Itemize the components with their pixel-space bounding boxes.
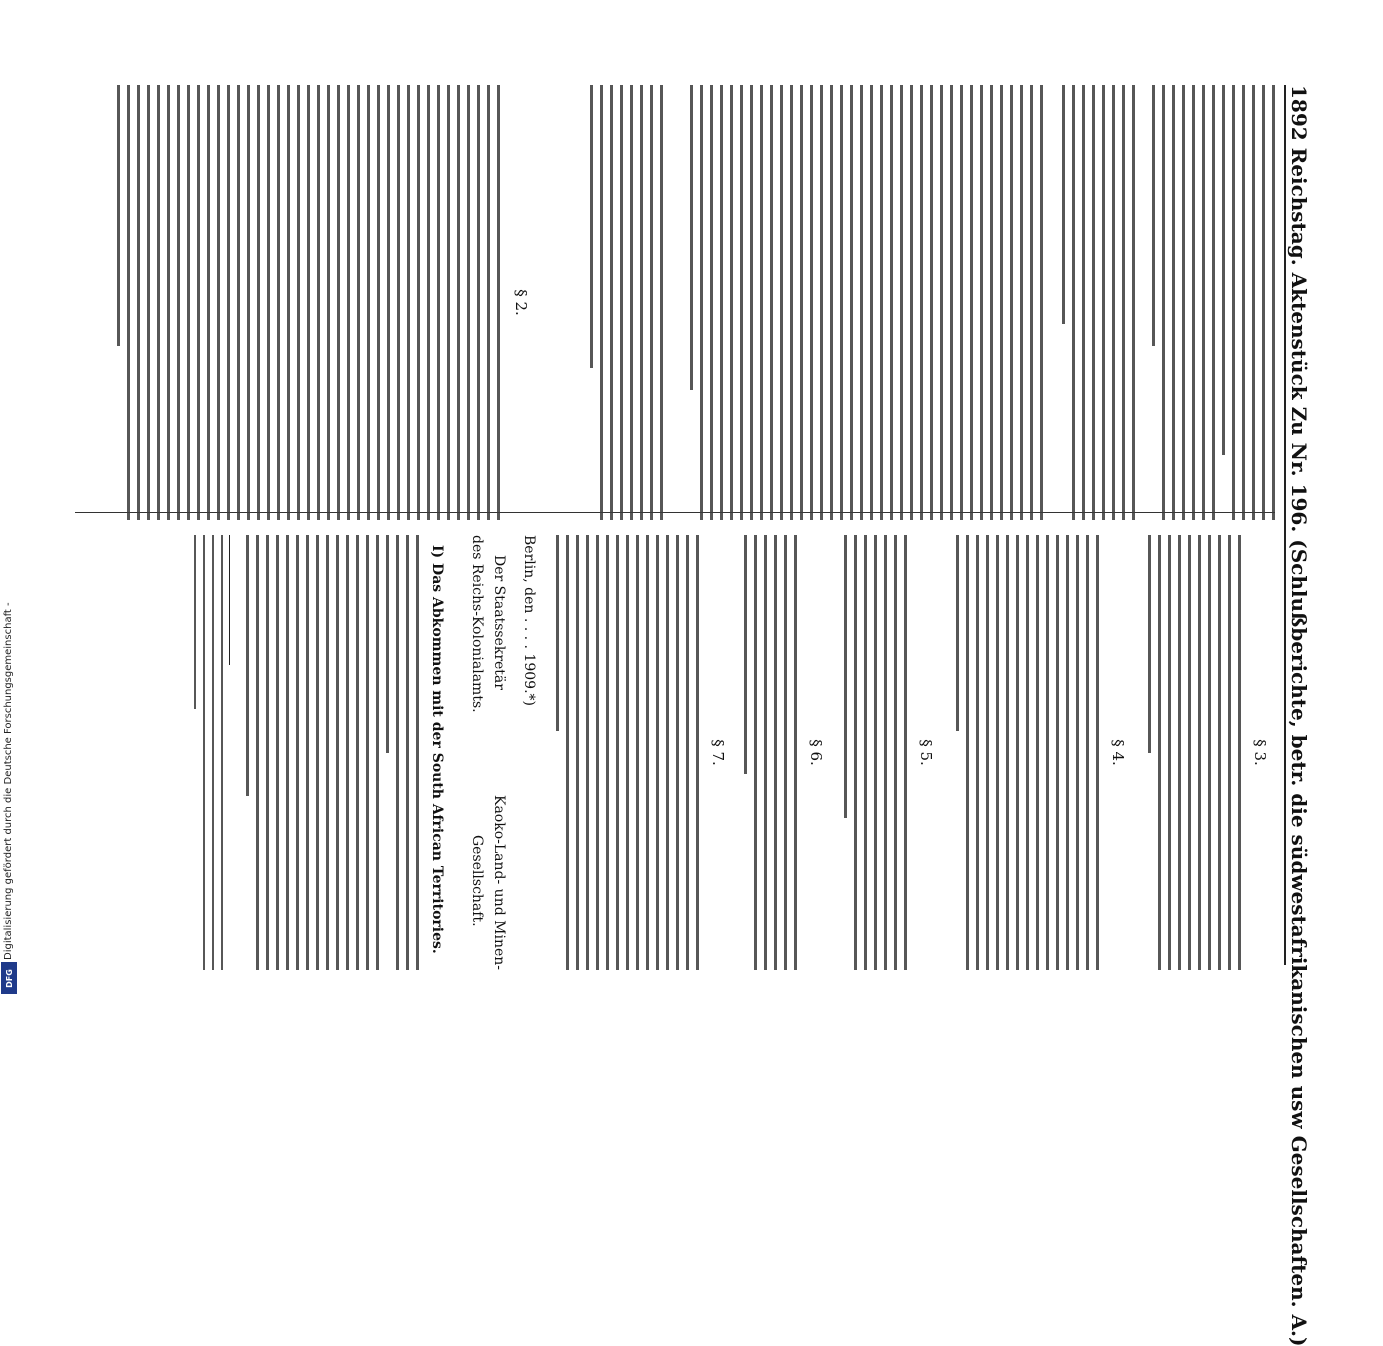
right-column [60, 535, 1275, 970]
text-line [1046, 535, 1049, 970]
agreement-heading: I) Das Abkommen mit der South African Territories. [429, 545, 445, 954]
text-line [606, 535, 609, 970]
text-line [1238, 535, 1241, 970]
text-line [830, 85, 833, 520]
text-line [326, 535, 329, 970]
text-line [854, 535, 857, 970]
text-line [1202, 85, 1205, 520]
text-line [760, 85, 763, 520]
paragraph [737, 535, 797, 970]
text-line [337, 85, 340, 520]
text-line [650, 85, 653, 520]
text-line [1066, 535, 1069, 970]
text-line [267, 85, 270, 520]
text-line [227, 85, 230, 520]
text-line [386, 535, 389, 753]
text-line [1026, 535, 1029, 970]
text-line [157, 85, 160, 520]
text-line [1252, 85, 1255, 520]
text-line [1076, 535, 1079, 970]
text-line [187, 85, 190, 520]
signatory-right-2: Gesellschaft. [469, 835, 485, 927]
text-line [1016, 535, 1019, 970]
text-line [920, 85, 923, 520]
text-line [246, 535, 249, 796]
text-line [1222, 85, 1225, 455]
text-line [864, 535, 867, 970]
text-line [1152, 85, 1155, 346]
signatory-left-1: Der Staatssekretär [491, 555, 507, 690]
text-line [750, 85, 753, 520]
credit-text: Digitalisierung gefördert durch die Deutsche Forschungsgemeinschaft - [3, 602, 14, 960]
text-line [203, 535, 205, 970]
text-line [487, 85, 490, 520]
text-line [894, 535, 897, 970]
text-line [840, 85, 843, 520]
text-line [1082, 85, 1085, 520]
text-line [1030, 85, 1033, 520]
text-line [1192, 85, 1195, 520]
text-line [457, 85, 460, 520]
text-line [556, 535, 559, 731]
text-line [406, 535, 409, 970]
text-line [1218, 535, 1221, 970]
text-line [1232, 85, 1235, 520]
text-line [347, 85, 350, 520]
text-line [686, 535, 689, 970]
text-line [690, 85, 693, 390]
text-line [356, 535, 359, 970]
section-2-heading: § 2. [512, 289, 530, 316]
text-line [317, 85, 320, 520]
text-line [212, 535, 214, 970]
text-line [586, 535, 589, 970]
text-line [710, 85, 713, 520]
text-line [966, 535, 969, 970]
signatory-right-1: Kaoko-Land- und Minen- [491, 795, 507, 970]
text-line [870, 85, 873, 520]
text-line [576, 535, 579, 970]
text-line [1168, 535, 1171, 970]
text-line [257, 85, 260, 520]
text-line [1172, 85, 1175, 520]
text-line [794, 535, 797, 970]
footnote-rule [229, 535, 230, 665]
text-line [784, 535, 787, 970]
text-line [1040, 85, 1043, 520]
date-line: Berlin, den . . . . 1909.*) [521, 535, 537, 706]
dfg-logo [1, 962, 17, 994]
text-line [844, 535, 847, 818]
text-line [346, 535, 349, 970]
text-line [820, 85, 823, 520]
text-line [740, 85, 743, 520]
text-line [277, 85, 280, 520]
text-line [656, 535, 659, 970]
text-line [1112, 85, 1115, 520]
text-line [237, 85, 240, 520]
text-line [810, 85, 813, 520]
text-line [1182, 85, 1185, 520]
text-line [1178, 535, 1181, 970]
text-line [256, 535, 259, 970]
text-line [910, 85, 913, 520]
paragraph [379, 535, 419, 970]
text-line [790, 85, 793, 520]
text-line [996, 535, 999, 970]
text-line [266, 535, 269, 970]
text-line [447, 85, 450, 520]
text-line [616, 535, 619, 970]
section-4-heading: § 4. [1109, 739, 1127, 766]
text-line [610, 85, 613, 520]
text-line [327, 85, 330, 520]
text-line [640, 85, 643, 520]
text-line [1122, 85, 1125, 520]
text-line [357, 85, 360, 520]
text-line [286, 535, 289, 970]
text-line [890, 85, 893, 520]
text-line [297, 85, 300, 520]
text-line [744, 535, 747, 774]
text-line [620, 85, 623, 520]
text-line [730, 85, 733, 520]
footnote [187, 535, 223, 970]
text-line [397, 85, 400, 520]
paragraph [583, 85, 663, 520]
text-line [646, 535, 649, 970]
text-line [1096, 535, 1099, 970]
text-line [1188, 535, 1191, 970]
text-line [296, 535, 299, 970]
text-line [676, 535, 679, 970]
text-line [387, 85, 390, 520]
text-line [720, 85, 723, 520]
text-line [1006, 535, 1009, 970]
text-line [874, 535, 877, 970]
paragraph [1055, 85, 1135, 520]
text-line [780, 85, 783, 520]
text-line [1102, 85, 1105, 520]
text-line [1242, 85, 1245, 520]
left-column [60, 85, 1275, 520]
text-line [416, 535, 419, 970]
section-7-heading: § 7. [709, 739, 727, 766]
paragraph [549, 535, 699, 970]
header-text: 1892 Reichstag. Aktenstück Zu Nr. 196. (Schlußberichte, betr. die südwestafrikanischen usw Gesellschaften. A.) [1287, 85, 1311, 1346]
text-line [437, 85, 440, 520]
text-line [316, 535, 319, 970]
text-line [754, 535, 757, 970]
text-line [956, 535, 959, 731]
text-line [377, 85, 380, 520]
text-line [1228, 535, 1231, 970]
paragraph [110, 85, 500, 520]
text-line [1272, 85, 1275, 520]
text-line [221, 535, 223, 970]
text-line [427, 85, 430, 520]
section-6-heading: § 6. [807, 739, 825, 766]
text-line [630, 85, 633, 520]
text-line [696, 535, 699, 970]
paragraph [949, 535, 1099, 970]
text-line [990, 85, 993, 520]
text-line [596, 535, 599, 970]
text-line [1132, 85, 1135, 520]
text-line [137, 85, 140, 520]
text-line [1212, 85, 1215, 520]
text-line [1062, 85, 1065, 324]
text-line [850, 85, 853, 520]
text-line [940, 85, 943, 520]
text-line [666, 535, 669, 970]
text-line [287, 85, 290, 520]
text-line [976, 535, 979, 970]
paragraph [239, 535, 379, 970]
text-line [970, 85, 973, 520]
section-5-heading: § 5. [917, 739, 935, 766]
text-line [477, 85, 480, 520]
header-rule [1284, 85, 1286, 965]
text-line [1010, 85, 1013, 520]
text-line [950, 85, 953, 520]
text-line [197, 85, 200, 520]
text-line [600, 85, 603, 520]
text-line [884, 535, 887, 970]
text-line [376, 535, 379, 970]
text-line [247, 85, 250, 520]
text-line [770, 85, 773, 520]
text-line [1158, 535, 1161, 970]
text-line [1000, 85, 1003, 520]
text-line [1020, 85, 1023, 520]
text-line [336, 535, 339, 970]
text-line [396, 535, 399, 970]
text-line [276, 535, 279, 970]
text-line [904, 535, 907, 970]
text-line [764, 535, 767, 970]
text-line [960, 85, 963, 520]
text-line [366, 535, 369, 970]
text-line [626, 535, 629, 970]
text-line [1072, 85, 1075, 520]
text-line [1162, 85, 1165, 520]
text-line [1056, 535, 1059, 970]
paragraph [837, 535, 907, 970]
section-3-heading: § 3. [1251, 739, 1269, 766]
text-line [900, 85, 903, 520]
digitization-credit [0, 0, 20, 1000]
text-line [147, 85, 150, 520]
text-line [986, 535, 989, 970]
text-line [467, 85, 470, 520]
text-line [1086, 535, 1089, 970]
text-line [367, 85, 370, 520]
text-line [880, 85, 883, 520]
text-line [407, 85, 410, 520]
text-line [307, 85, 310, 520]
text-line [700, 85, 703, 520]
text-line [1208, 535, 1211, 970]
text-line [497, 85, 500, 520]
dfg-logo-text: DFG [4, 968, 14, 988]
text-line [417, 85, 420, 520]
text-line [1148, 535, 1151, 753]
text-line [117, 85, 120, 346]
text-line [217, 85, 220, 520]
paragraph [1145, 85, 1275, 520]
text-line [127, 85, 130, 520]
text-line [306, 535, 309, 970]
text-line [774, 535, 777, 970]
text-line [177, 85, 180, 520]
text-line [1198, 535, 1201, 970]
running-header [1287, 85, 1311, 1346]
paragraph [1141, 535, 1241, 970]
text-line [636, 535, 639, 970]
text-line [1036, 535, 1039, 970]
signatory-left-2: des Reichs-Kolonialamts. [469, 535, 485, 713]
text-line [800, 85, 803, 520]
text-line [660, 85, 663, 520]
text-line [1262, 85, 1265, 520]
text-line [980, 85, 983, 520]
paragraph [683, 85, 1043, 520]
text-line [930, 85, 933, 520]
text-line [167, 85, 170, 520]
text-line [860, 85, 863, 520]
text-line [566, 535, 569, 970]
text-line [207, 85, 210, 520]
text-line [590, 85, 593, 368]
text-line [1092, 85, 1095, 520]
text-line [194, 535, 196, 709]
